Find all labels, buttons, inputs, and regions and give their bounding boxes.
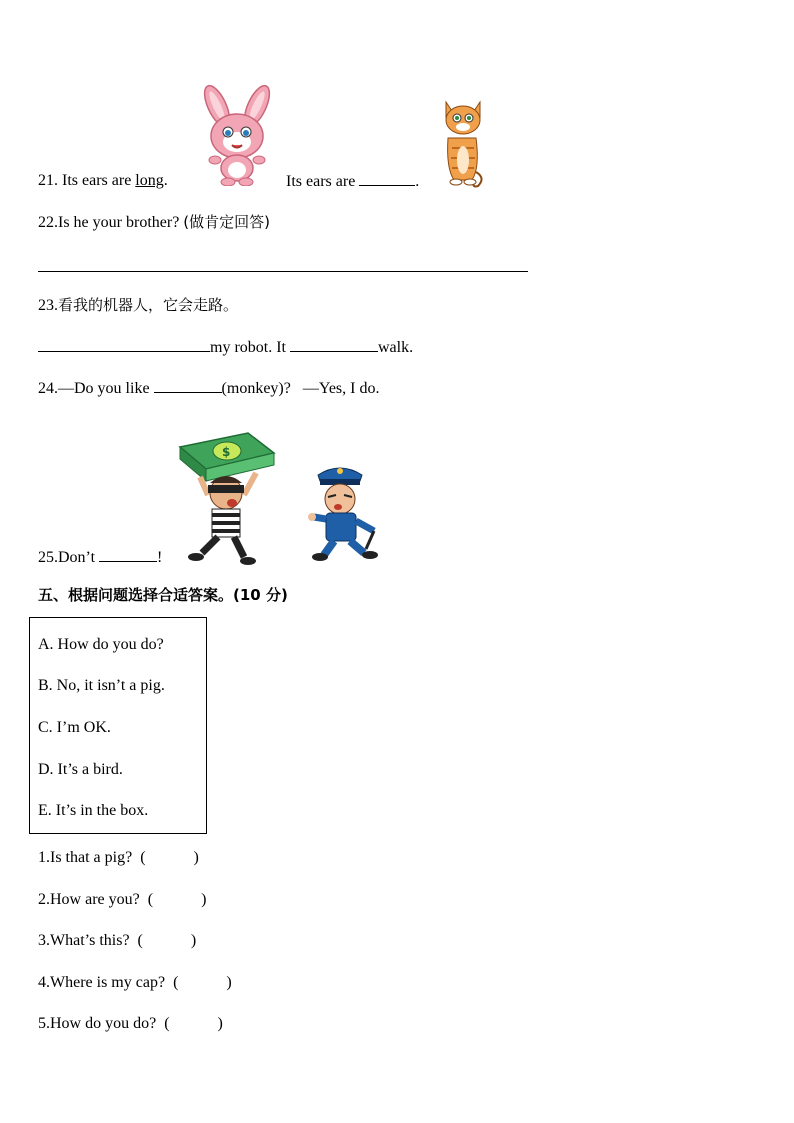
q24-text-a: 24.—Do you like: [38, 380, 154, 397]
q25-text-a: 25.Don’t: [38, 549, 100, 566]
q21-text-c: Its ears are: [286, 173, 360, 190]
q21-text-d: .: [415, 173, 420, 190]
q24-blank[interactable]: [154, 378, 222, 393]
question-item: [38, 973, 232, 993]
q23-blank-2[interactable]: [290, 337, 378, 352]
q25-blank[interactable]: [99, 547, 157, 562]
thief-figure: [188, 473, 256, 565]
q23-blank-1[interactable]: [38, 337, 210, 352]
question-item: [38, 848, 199, 868]
q22-answer-line[interactable]: [38, 271, 528, 272]
q25-text-b: !: [157, 549, 163, 566]
section-5-heading: 五、根据问题选择合适答案。(10 分): [38, 586, 288, 604]
option-d: D. It’s a bird.: [38, 761, 123, 778]
q23-number: 23.: [38, 297, 58, 314]
option-c: C. I’m OK.: [38, 719, 111, 736]
question-5-answer-slot[interactable]: ( ): [164, 1015, 223, 1032]
question-21-part-2: [286, 171, 419, 192]
option-b: B. No, it isn’t a pig.: [38, 677, 165, 694]
question-1-answer-slot[interactable]: ( ): [140, 849, 199, 866]
question-24: [38, 378, 379, 399]
police-officer-figure: [308, 468, 378, 561]
q24-text-b: (monkey)?: [221, 380, 291, 397]
q23-part-a: my robot. It: [210, 339, 290, 356]
question-5-text: 5.How do you do?: [38, 1015, 157, 1032]
money-stack-icon: [180, 433, 274, 481]
question-4-text: 4.Where is my cap?: [38, 974, 166, 991]
q22-instruction: (做肯定回答): [183, 213, 271, 231]
q21-number: 21: [38, 172, 54, 189]
question-23-answer: [38, 337, 413, 358]
question-3-answer-slot[interactable]: ( ): [137, 932, 197, 949]
option-e: E. It’s in the box.: [38, 802, 149, 819]
q21-underlined-word: long: [135, 172, 164, 189]
question-item: [38, 931, 196, 951]
question-22: [38, 212, 270, 233]
option-a: A. How do you do?: [38, 636, 164, 653]
options-box: [29, 617, 207, 834]
rabbit-picture: [195, 84, 279, 186]
question-2-text: 2.How are you?: [38, 891, 140, 908]
q21-answer-blank[interactable]: [359, 171, 415, 186]
q22-text: 22.Is he your brother?: [38, 214, 184, 231]
thief-police-picture: [178, 425, 392, 565]
q23-chinese: 看我的机器人，它会走路。: [58, 296, 239, 314]
q23-part-b: walk.: [378, 339, 414, 356]
q24-text-c: —Yes, I do.: [302, 380, 380, 397]
cat-picture: [440, 98, 486, 188]
question-4-answer-slot[interactable]: ( ): [173, 974, 232, 991]
question-23-prompt: [38, 295, 238, 316]
q21-text-a: . Its ears are: [54, 172, 136, 189]
svg-text:$: $: [222, 445, 231, 459]
question-25: [38, 547, 162, 568]
question-3-text: 3.What’s this?: [38, 932, 130, 949]
question-item: [38, 1014, 223, 1034]
question-item: [38, 890, 206, 910]
question-2-answer-slot[interactable]: ( ): [147, 891, 207, 908]
q21-text-b: .: [163, 172, 168, 189]
question-21: [38, 171, 168, 191]
question-1-text: 1.Is that a pig?: [38, 849, 133, 866]
